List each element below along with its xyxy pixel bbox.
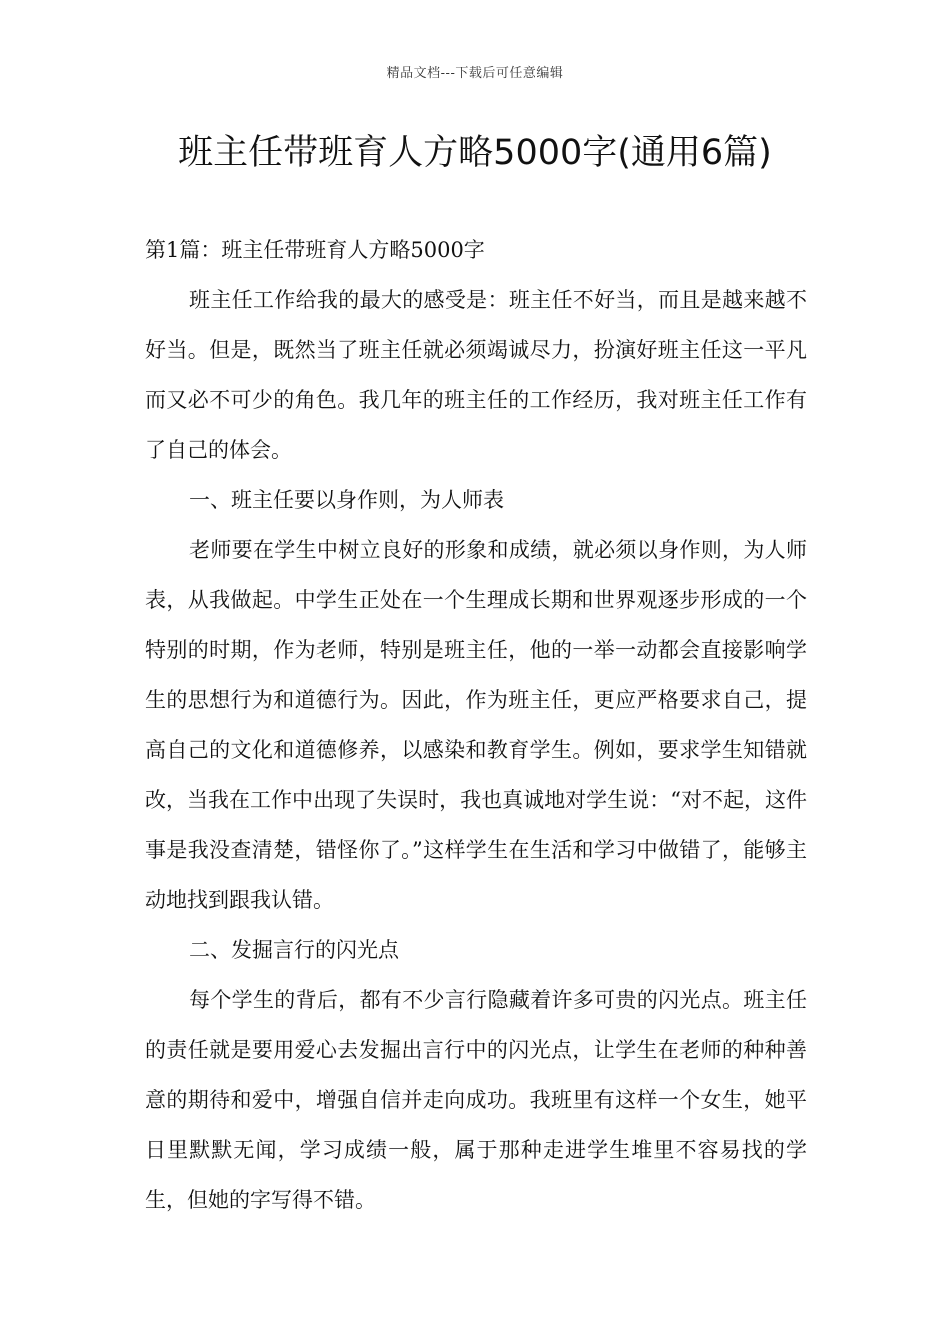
paragraph-lead-by-example: 老师要在学生中树立良好的形象和成绩，就必须以身作则，为人师表，从我做起。中学生正处在一个生理成长期和世界观逐步形成的一个特别的时期，作为老师，特别是班主任，他的一举一动都会直接影响学生的思想行为和道德行为。因此，作为班主任，更应严格要求自己，提高自己的文化和道德修养，以感染和教育学生。例如，要求学生知错就改，当我在工作中出现了失误时，我也真诚地对学生说：“对不起，这件事是我没查清楚，错怪你了。”这样学生在生活和学习中做错了，能够主动地找到跟我认错。: [145, 538, 807, 912]
header-note: 精品文档---下载后可任意编辑: [386, 66, 564, 81]
document-body: [145, 225, 807, 1225]
section-heading: 第1篇：班主任带班育人方略5000字: [145, 238, 485, 262]
paragraph-intro: 班主任工作给我的最大的感受是：班主任不好当，而且是越来越不好当。但是，既然当了班主任就必须竭诚尽力，扮演好班主任这一平凡而又必不可少的角色。我几年的班主任的工作经历，我对班主任工作有了自己的体会。: [145, 288, 807, 462]
paragraph-bright-spots: 每个学生的背后，都有不少言行隐藏着许多可贵的闪光点。班主任的责任就是要用爱心去发掘出言行中的闪光点，让学生在老师的种种善意的期待和爱中，增强自信并走向成功。我班里有这样一个女生，她平日里默默无闻，学习成绩一般，属于那种走进学生堆里不容易找的学生，但她的字写得不错。: [145, 988, 807, 1212]
document-title: 班主任带班育人方略5000字(通用6篇): [178, 133, 772, 173]
subheading-bright-spots: 二、发掘言行的闪光点: [189, 938, 399, 962]
subheading-lead-by-example: 一、班主任要以身作则，为人师表: [189, 488, 504, 512]
